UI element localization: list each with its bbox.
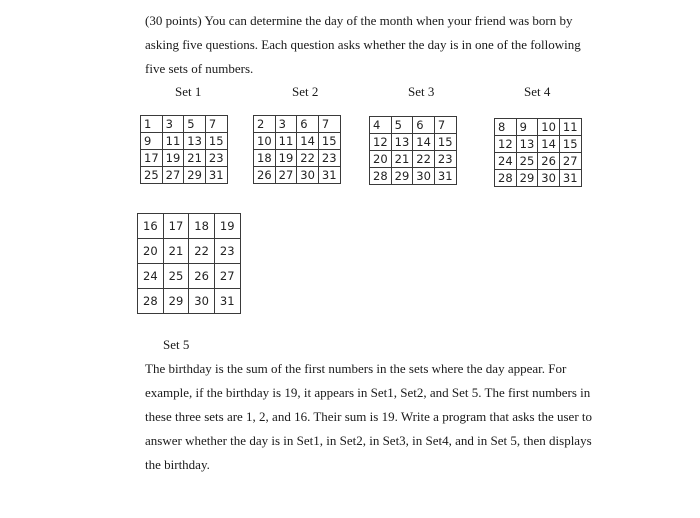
set-2-label: Set 2 <box>292 84 319 99</box>
number-cell: 24 <box>138 264 164 289</box>
number-cell: 28 <box>370 168 392 185</box>
number-cell: 31 <box>434 168 456 185</box>
number-cell: 9 <box>516 119 538 136</box>
number-cell: 13 <box>391 134 413 151</box>
table-row <box>141 150 228 167</box>
table-row <box>138 239 241 264</box>
set-4-label: Set 4 <box>524 84 551 99</box>
table-row <box>254 150 341 167</box>
number-cell: 23 <box>205 150 227 167</box>
number-cell: 29 <box>163 289 189 314</box>
table-row <box>138 289 241 314</box>
number-cell: 14 <box>297 133 319 150</box>
number-cell: 10 <box>538 119 560 136</box>
number-cell: 31 <box>318 167 340 184</box>
number-cell: 6 <box>297 116 319 133</box>
number-cell: 29 <box>516 170 538 187</box>
set-5-table <box>137 213 241 314</box>
table-row <box>254 167 341 184</box>
table-row <box>495 153 582 170</box>
number-cell: 5 <box>184 116 206 133</box>
number-cell: 27 <box>559 153 581 170</box>
set-5-label: Set 5 <box>163 337 190 352</box>
table-row <box>141 116 228 133</box>
number-cell: 15 <box>318 133 340 150</box>
number-cell: 16 <box>138 214 164 239</box>
number-cell: 28 <box>495 170 517 187</box>
set-1-label: Set 1 <box>175 84 202 99</box>
number-cell: 31 <box>559 170 581 187</box>
number-cell: 15 <box>205 133 227 150</box>
number-cell: 25 <box>141 167 163 184</box>
number-cell: 27 <box>275 167 297 184</box>
number-cell: 30 <box>189 289 215 314</box>
number-cell: 22 <box>297 150 319 167</box>
number-cell: 29 <box>184 167 206 184</box>
number-cell: 14 <box>413 134 435 151</box>
number-cell: 11 <box>162 133 184 150</box>
number-cell: 25 <box>163 264 189 289</box>
number-cell: 21 <box>391 151 413 168</box>
table-row <box>254 116 341 133</box>
number-cell: 12 <box>495 136 517 153</box>
number-cell: 19 <box>214 214 240 239</box>
number-cell: 3 <box>275 116 297 133</box>
table-row <box>495 170 582 187</box>
set-2-table <box>253 115 341 184</box>
problem-intro: (30 points) You can determine the day of the month when your friend was born by asking five questions. Each question asks whether the day is in one of the following five sets of numbers. <box>145 13 581 76</box>
number-cell: 7 <box>434 117 456 134</box>
set-1-table <box>140 115 228 184</box>
number-cell: 1 <box>141 116 163 133</box>
number-cell: 22 <box>189 239 215 264</box>
number-cell: 4 <box>370 117 392 134</box>
number-cell: 18 <box>254 150 276 167</box>
table-row <box>370 117 457 134</box>
number-cell: 8 <box>495 119 517 136</box>
number-cell: 19 <box>162 150 184 167</box>
table-row <box>495 136 582 153</box>
set-3-label: Set 3 <box>408 84 435 99</box>
number-cell: 11 <box>559 119 581 136</box>
number-cell: 20 <box>138 239 164 264</box>
number-cell: 7 <box>318 116 340 133</box>
number-cell: 25 <box>516 153 538 170</box>
set-3-table <box>369 116 457 185</box>
table-row <box>254 133 341 150</box>
number-cell: 18 <box>189 214 215 239</box>
number-cell: 23 <box>318 150 340 167</box>
number-cell: 15 <box>434 134 456 151</box>
number-cell: 19 <box>275 150 297 167</box>
number-cell: 27 <box>214 264 240 289</box>
table-row <box>495 119 582 136</box>
number-cell: 17 <box>163 214 189 239</box>
number-cell: 15 <box>559 136 581 153</box>
number-cell: 3 <box>162 116 184 133</box>
number-cell: 30 <box>413 168 435 185</box>
number-cell: 22 <box>413 151 435 168</box>
number-cell: 26 <box>189 264 215 289</box>
set-4-table <box>494 118 582 187</box>
number-cell: 31 <box>214 289 240 314</box>
table-row <box>370 134 457 151</box>
number-cell: 20 <box>370 151 392 168</box>
number-cell: 26 <box>538 153 560 170</box>
table-row <box>141 133 228 150</box>
number-cell: 23 <box>214 239 240 264</box>
number-cell: 31 <box>205 167 227 184</box>
number-cell: 13 <box>516 136 538 153</box>
number-cell: 11 <box>275 133 297 150</box>
number-cell: 21 <box>184 150 206 167</box>
table-row <box>370 168 457 185</box>
number-cell: 29 <box>391 168 413 185</box>
number-cell: 24 <box>495 153 517 170</box>
number-cell: 9 <box>141 133 163 150</box>
number-cell: 27 <box>162 167 184 184</box>
number-cell: 2 <box>254 116 276 133</box>
number-cell: 6 <box>413 117 435 134</box>
table-row <box>138 214 241 239</box>
number-cell: 13 <box>184 133 206 150</box>
number-cell: 12 <box>370 134 392 151</box>
number-cell: 30 <box>297 167 319 184</box>
table-row <box>141 167 228 184</box>
number-cell: 30 <box>538 170 560 187</box>
number-cell: 21 <box>163 239 189 264</box>
table-row <box>138 264 241 289</box>
number-cell: 10 <box>254 133 276 150</box>
number-cell: 17 <box>141 150 163 167</box>
number-cell: 28 <box>138 289 164 314</box>
table-row <box>370 151 457 168</box>
number-cell: 7 <box>205 116 227 133</box>
problem-explanation: The birthday is the sum of the first numbers in the sets where the day appear. For example, if the birthday is 19, it appears in Set1, Set2, and Set 5. The first numbers in these three sets are 1, 2, and 16. Their sum is 19. Write a program that asks the user to answer whether the day is in Set1, in Set2, in Set3, in Set4, and in Set 5, then displays the birthday. <box>145 361 593 472</box>
number-cell: 5 <box>391 117 413 134</box>
number-cell: 26 <box>254 167 276 184</box>
number-cell: 23 <box>434 151 456 168</box>
number-cell: 14 <box>538 136 560 153</box>
